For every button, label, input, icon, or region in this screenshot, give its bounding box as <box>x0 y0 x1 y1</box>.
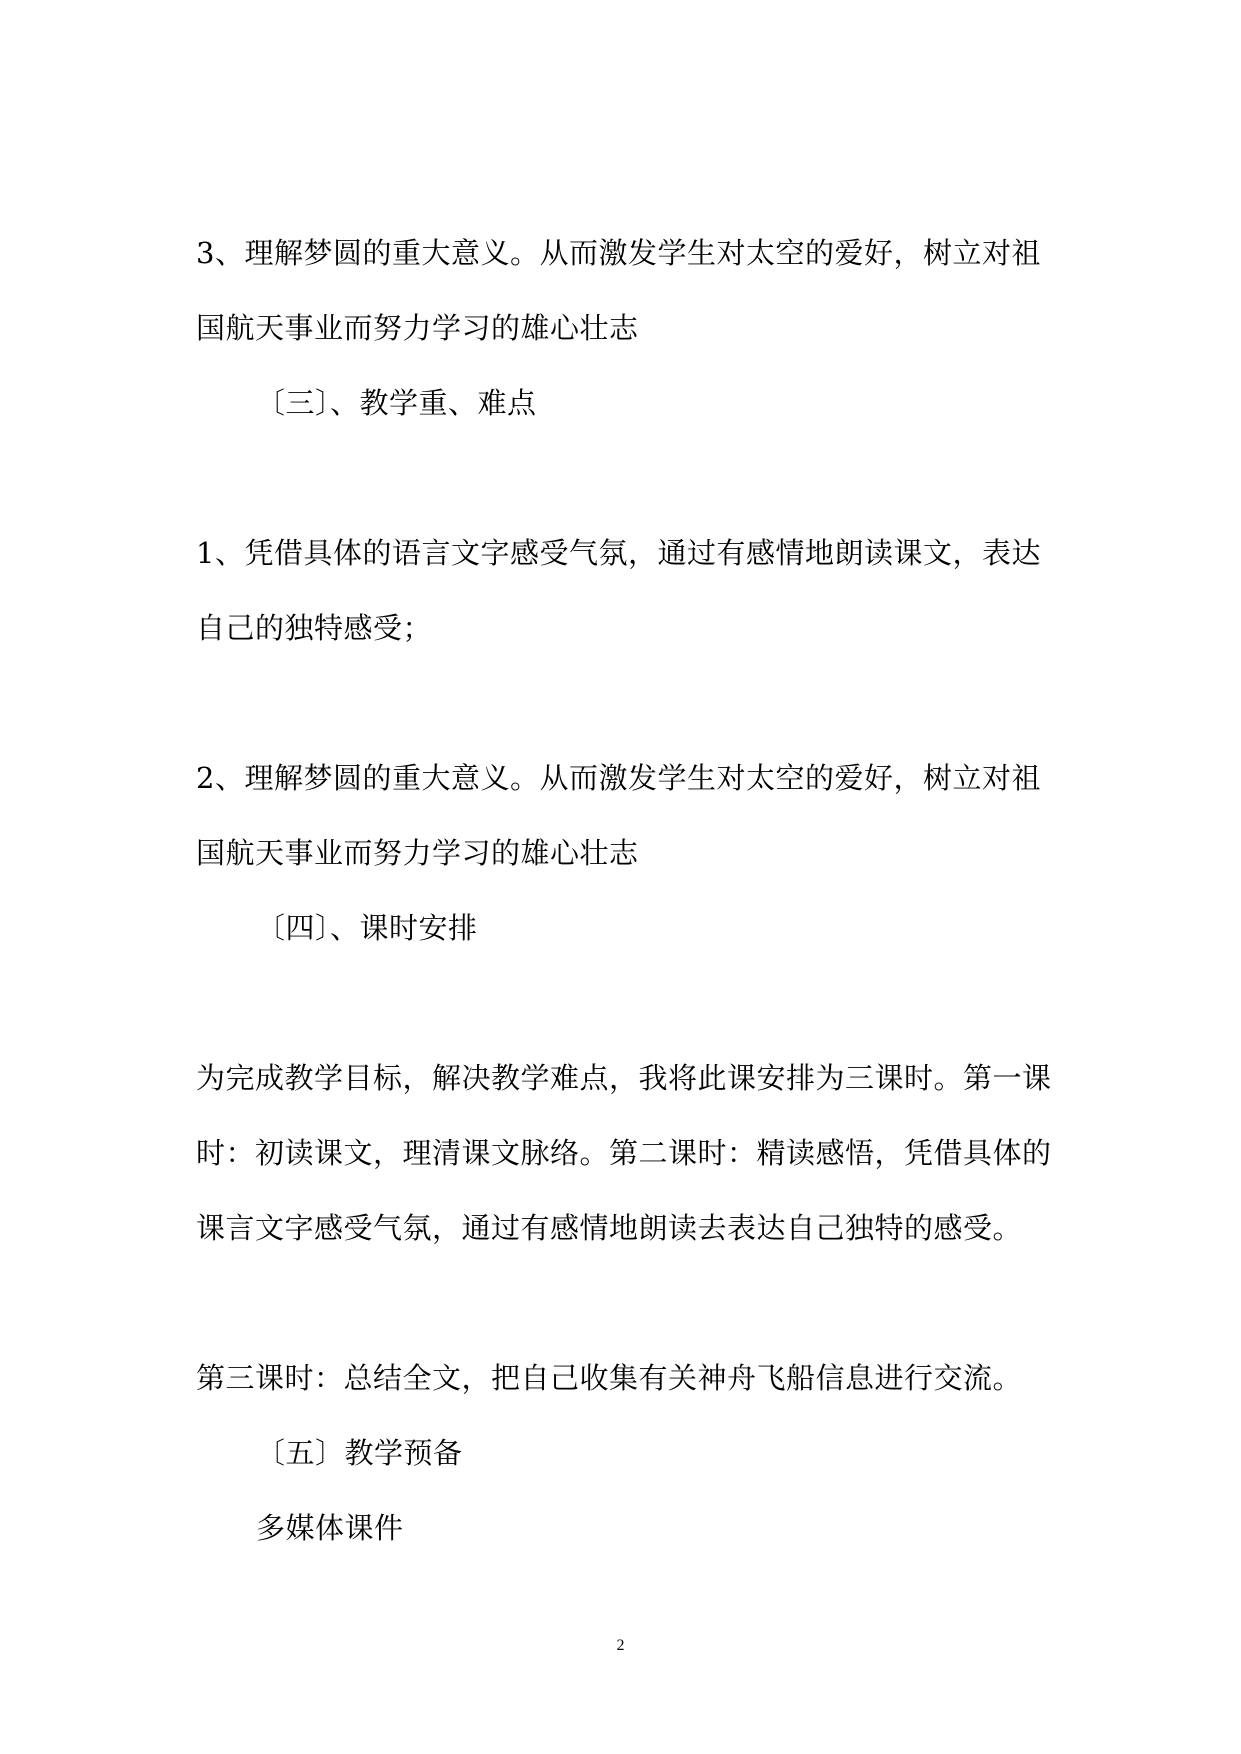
paragraph-line: 1、凭借具体的语言文字感受气氛，通过有感情地朗读课文，表达 <box>196 536 1041 570</box>
paragraph-line: 2、理解梦圆的重大意义。从而激发学生对太空的爱好，树立对祖 <box>196 761 1041 795</box>
paragraph-line: 为完成教学目标，解决教学难点，我将此课安排为三课时。第一课 <box>196 1061 1052 1095</box>
section-heading: 〔三〕、教学重、难点 <box>256 386 537 420</box>
paragraph-line: 自己的独特感受； <box>196 611 433 645</box>
section-heading: 〔五〕教学预备 <box>256 1436 463 1470</box>
paragraph-line: 国航天事业而努力学习的雄心壮志 <box>196 836 639 870</box>
paragraph-line: 课言文字感受气氛，通过有感情地朗读去表达自己独特的感受。 <box>196 1211 1023 1245</box>
page-number: 2 <box>616 1637 625 1654</box>
section-heading: 〔四〕、课时安排 <box>256 911 478 945</box>
paragraph-line: 3、理解梦圆的重大意义。从而激发学生对太空的爱好，树立对祖 <box>196 236 1041 270</box>
paragraph-line: 第三课时：总结全文，把自己收集有关神舟飞船信息进行交流。 <box>196 1361 1023 1395</box>
paragraph-line: 国航天事业而努力学习的雄心壮志 <box>196 311 639 345</box>
paragraph-line: 时：初读课文，理清课文脉络。第二课时：精读感悟，凭借具体的 <box>196 1136 1052 1170</box>
paragraph-line: 多媒体课件 <box>256 1511 404 1545</box>
